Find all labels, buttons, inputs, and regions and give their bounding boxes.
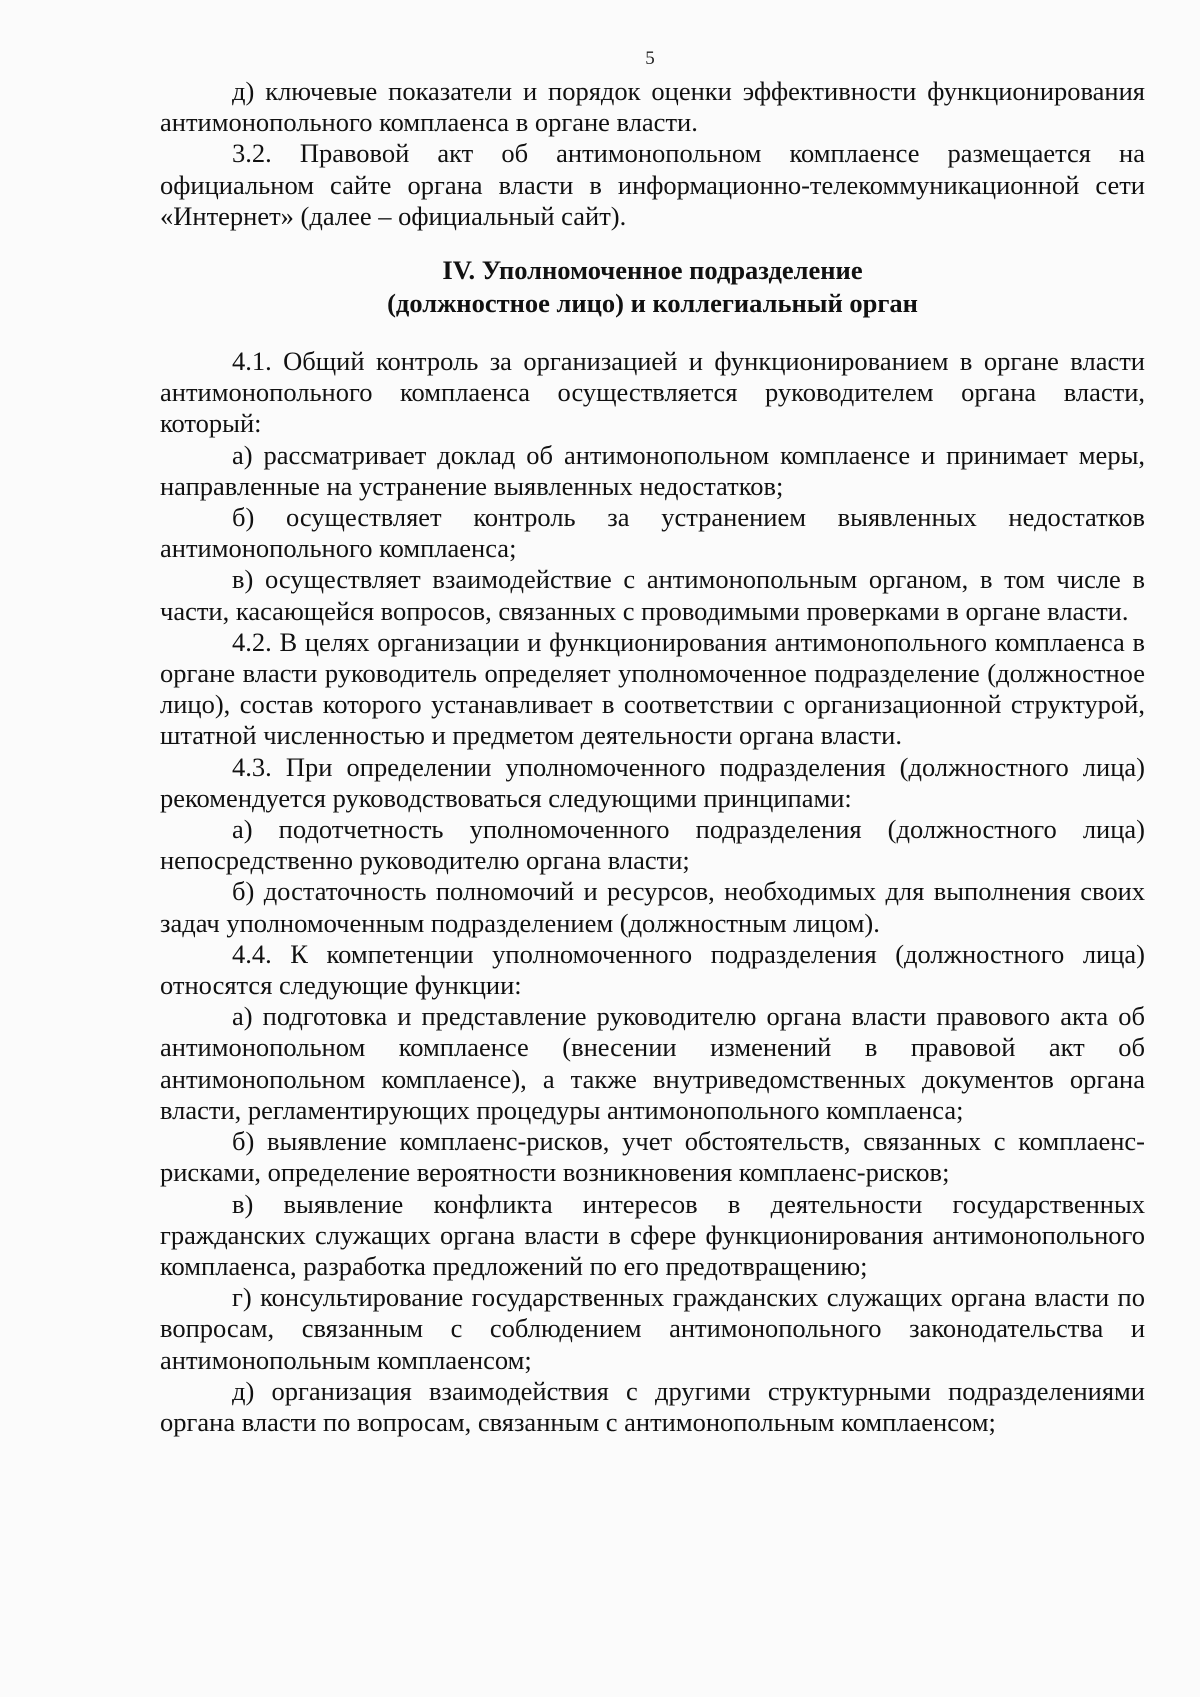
paragraph: а) рассматривает доклад об антимонопольном комплаенсе и принимает меры, направленные на устранение выявленных недостатков;: [160, 439, 1145, 501]
page-number: 5: [645, 48, 655, 69]
paragraph: д) ключевые показатели и порядок оценки эффективности функционирования антимонопольного комплаенса в органе власти.: [160, 76, 1145, 138]
paragraph: 4.1. Общий контроль за организацией и функционированием в органе власти антимонопольного комплаенса осуществляется руководителем органа власти, который:: [160, 346, 1145, 439]
paragraph: б) осуществляет контроль за устранением выявленных недостатков антимонопольного комплаенса;: [160, 502, 1145, 564]
paragraph: б) выявление комплаенс-рисков, учет обстоятельств, связанных с комплаенс-рисками, определение вероятности возникновения комплаенс-рисков;: [160, 1126, 1145, 1188]
section-heading-line2: (должностное лицо) и коллегиальный орган: [387, 288, 918, 319]
paragraph: в) осуществляет взаимодействие с антимонопольным органом, в том числе в части, касающейся вопросов, связанных с проводимыми проверками в органе власти.: [160, 564, 1145, 626]
paragraph: д) организация взаимодействия с другими структурными подразделениями органа власти по вопросам, связанным с антимонопольным комплаенсом;: [160, 1375, 1145, 1437]
paragraph: а) подготовка и представление руководителю органа власти правового акта об антимонопольном комплаенсе (внесении изменений в правовой акт об антимонопольном комплаенсе), а также внутриведомственных документов органа власти, регламентирующих процедуры антимонопольного комплаенса;: [160, 1001, 1145, 1125]
paragraph: 4.3. При определении уполномоченного подразделения (должностного лица) рекомендуется руководствоваться следующими принципами:: [160, 751, 1145, 813]
document-body: [160, 76, 1145, 1438]
paragraph: б) достаточность полномочий и ресурсов, необходимых для выполнения своих задач уполномоченным подразделением (должностным лицом).: [160, 876, 1145, 938]
paragraph: а) подотчетность уполномоченного подразделения (должностного лица) непосредственно руководителю органа власти;: [160, 814, 1145, 876]
paragraph: 4.2. В целях организации и функционирования антимонопольного комплаенса в органе власти руководитель определяет уполномоченное подразделение (должностное лицо), состав которого устанавливает в соответствии с организационной структурой, штатной численностью и предметом деятельности органа власти.: [160, 626, 1145, 751]
section-heading: [160, 254, 1145, 320]
paragraph: г) консультирование государственных гражданских служащих органа власти по вопросам, связанным с соблюдением антимонопольного законодательства и антимонопольным комплаенсом;: [160, 1282, 1145, 1375]
paragraph: в) выявление конфликта интересов в деятельности государственных гражданских служащих органа власти в сфере функционирования антимонопольного комплаенса, разработка предложений по его предотвращению;: [160, 1188, 1145, 1281]
paragraph: 3.2. Правовой акт об антимонопольном комплаенсе размещается на официальном сайте органа власти в информационно-телекоммуникационной сети «Интернет» (далее – официальный сайт).: [160, 138, 1145, 231]
paragraph: 4.4. К компетенции уполномоченного подразделения (должностного лица) относятся следующие функции:: [160, 938, 1145, 1001]
section-heading-line1: IV. Уполномоченное подразделение: [442, 255, 863, 286]
